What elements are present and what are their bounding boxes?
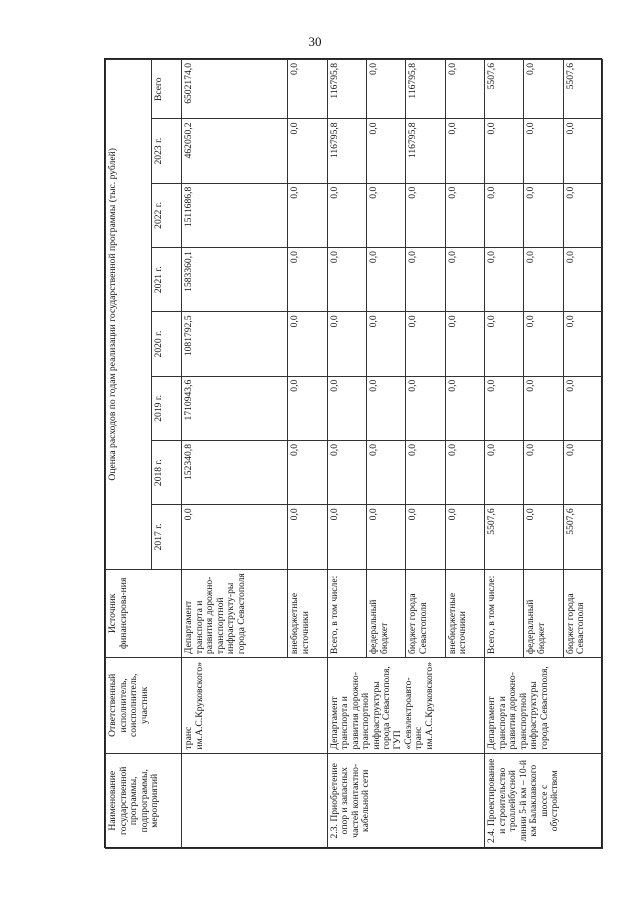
- value-cell: 0,0: [445, 441, 484, 505]
- source-cell: внебюджетные источники: [445, 569, 484, 657]
- source-cell: бюджет города Севастополя: [406, 569, 445, 657]
- value-cell: 0,0: [484, 183, 523, 247]
- value-cell: 0,0: [288, 248, 327, 312]
- value-cell: 0,0: [288, 441, 327, 505]
- header-executor: Ответственный исполнитель, соисполнитель, участник: [106, 658, 182, 753]
- value-cell: 0,0: [563, 119, 602, 183]
- value-cell: 0,0: [367, 376, 406, 440]
- value-cell: 0,0: [327, 183, 366, 247]
- source-cell: бюджет города Севастополя: [563, 569, 602, 657]
- table-frame: [104, 58, 602, 848]
- source-cell: Всего, в том числе:: [484, 569, 523, 657]
- value-cell: 0,0: [406, 248, 445, 312]
- value-cell: 5507,6: [484, 505, 523, 569]
- value-cell: 0,0: [484, 312, 523, 376]
- value-cell: 0,0: [563, 183, 602, 247]
- value-cell: 0,0: [445, 505, 484, 569]
- source-cell: Департамент транспорта и развития дорожно-транспортной инфраструкту-ры города Севастополя: [182, 569, 288, 657]
- value-cell: 0,0: [327, 312, 366, 376]
- rotated-table-container: [105, 59, 603, 849]
- value-cell: 0,0: [563, 312, 602, 376]
- value-cell: 0,0: [524, 119, 563, 183]
- value-cell: 0,0: [288, 60, 327, 119]
- value-cell: 0,0: [367, 60, 406, 119]
- header-year-2017: 2017 г.: [152, 505, 182, 569]
- value-cell: 116795,8: [406, 119, 445, 183]
- value-cell: 0,0: [563, 376, 602, 440]
- value-cell: 116795,8: [327, 60, 366, 119]
- value-cell: 116795,8: [327, 119, 366, 183]
- value-cell: 0,0: [445, 312, 484, 376]
- value-cell: 0,0: [327, 505, 366, 569]
- value-cell: 0,0: [484, 376, 523, 440]
- program-name-cell: 2.4. Проектирование и строительство троллейбусной линии 5-й км – 10-й км Балаклавского шоссе с обустройством: [484, 753, 602, 848]
- header-year-2020: 2020 г.: [152, 312, 182, 376]
- value-cell: 0,0: [484, 119, 523, 183]
- value-cell: 1081792,5: [182, 312, 288, 376]
- value-cell: 0,0: [445, 60, 484, 119]
- page-number: 30: [308, 34, 322, 49]
- value-cell: 0,0: [288, 376, 327, 440]
- value-cell: 0,0: [406, 441, 445, 505]
- value-cell: 0,0: [406, 505, 445, 569]
- value-cell: 5507,6: [563, 505, 602, 569]
- value-cell: 1710943,6: [182, 376, 288, 440]
- value-cell: 0,0: [367, 312, 406, 376]
- value-cell: 0,0: [288, 312, 327, 376]
- header-total: Всего: [152, 60, 182, 119]
- value-cell: 0,0: [367, 183, 406, 247]
- value-cell: 0,0: [327, 376, 366, 440]
- value-cell: 0,0: [406, 376, 445, 440]
- value-cell: 0,0: [524, 312, 563, 376]
- value-cell: 0,0: [524, 505, 563, 569]
- value-cell: 116795,8: [406, 60, 445, 119]
- header-year-2022: 2022 г.: [152, 183, 182, 247]
- value-cell: 0,0: [367, 119, 406, 183]
- value-cell: 0,0: [182, 505, 288, 569]
- header-estimate: Оценка расходов по годам реализации государственной программы (тыс. рублей): [106, 60, 152, 570]
- value-cell: 0,0: [445, 376, 484, 440]
- value-cell: 0,0: [327, 441, 366, 505]
- value-cell: 0,0: [484, 441, 523, 505]
- value-cell: 0,0: [445, 119, 484, 183]
- value-cell: 0,0: [327, 248, 366, 312]
- value-cell: 0,0: [484, 248, 523, 312]
- expenditure-table: [105, 59, 603, 849]
- value-cell: 5507,6: [484, 60, 523, 119]
- value-cell: 0,0: [524, 376, 563, 440]
- program-name-cell: [182, 753, 328, 848]
- value-cell: 0,0: [367, 441, 406, 505]
- source-cell: федеральный бюджет: [524, 569, 563, 657]
- executor-cell: Департамент транспорта и развития дорожно-транспортной инфраструктуры города Севастополя,: [484, 658, 602, 753]
- value-cell: 0,0: [367, 505, 406, 569]
- header-program-name: Наименование государственной программы, подпрограммы, мероприятий: [106, 753, 182, 848]
- executor-cell: транс им.А.С.Круковского»: [182, 658, 328, 753]
- value-cell: 0,0: [406, 183, 445, 247]
- value-cell: 0,0: [406, 312, 445, 376]
- source-cell: Всего, в том числе:: [327, 569, 366, 657]
- value-cell: 0,0: [524, 60, 563, 119]
- value-cell: 6502174,0: [182, 60, 288, 119]
- header-year-2023: 2023 г.: [152, 119, 182, 183]
- value-cell: 0,0: [288, 505, 327, 569]
- header-year-2018: 2018 г.: [152, 441, 182, 505]
- value-cell: 0,0: [563, 441, 602, 505]
- program-name-cell: 2.3. Приобретение опор и запасных частей контактно-кабельной сети: [327, 753, 484, 848]
- value-cell: 0,0: [524, 183, 563, 247]
- value-cell: 0,0: [445, 183, 484, 247]
- value-cell: 0,0: [524, 441, 563, 505]
- value-cell: 0,0: [524, 248, 563, 312]
- value-cell: 0,0: [367, 248, 406, 312]
- value-cell: 152340,8: [182, 441, 288, 505]
- value-cell: 1583360,1: [182, 248, 288, 312]
- executor-cell: Департамент транспорта и развития дорожно-транспортной инфраструктуры города Севастополя, ГУП «Севэлектроавто-транс им.А.С.Круковского»: [327, 658, 484, 753]
- header-year-2019: 2019 г.: [152, 376, 182, 440]
- source-cell: федеральный бюджет: [367, 569, 406, 657]
- value-cell: 0,0: [445, 248, 484, 312]
- value-cell: 0,0: [288, 183, 327, 247]
- value-cell: 462050,2: [182, 119, 288, 183]
- value-cell: 5507,6: [563, 60, 602, 119]
- value-cell: 0,0: [288, 119, 327, 183]
- source-cell: внебюджетные источники: [288, 569, 327, 657]
- header-funding-source: Источник финансирова-ния: [106, 569, 182, 657]
- value-cell: 0,0: [563, 248, 602, 312]
- header-year-2021: 2021 г.: [152, 248, 182, 312]
- value-cell: 1511686,8: [182, 183, 288, 247]
